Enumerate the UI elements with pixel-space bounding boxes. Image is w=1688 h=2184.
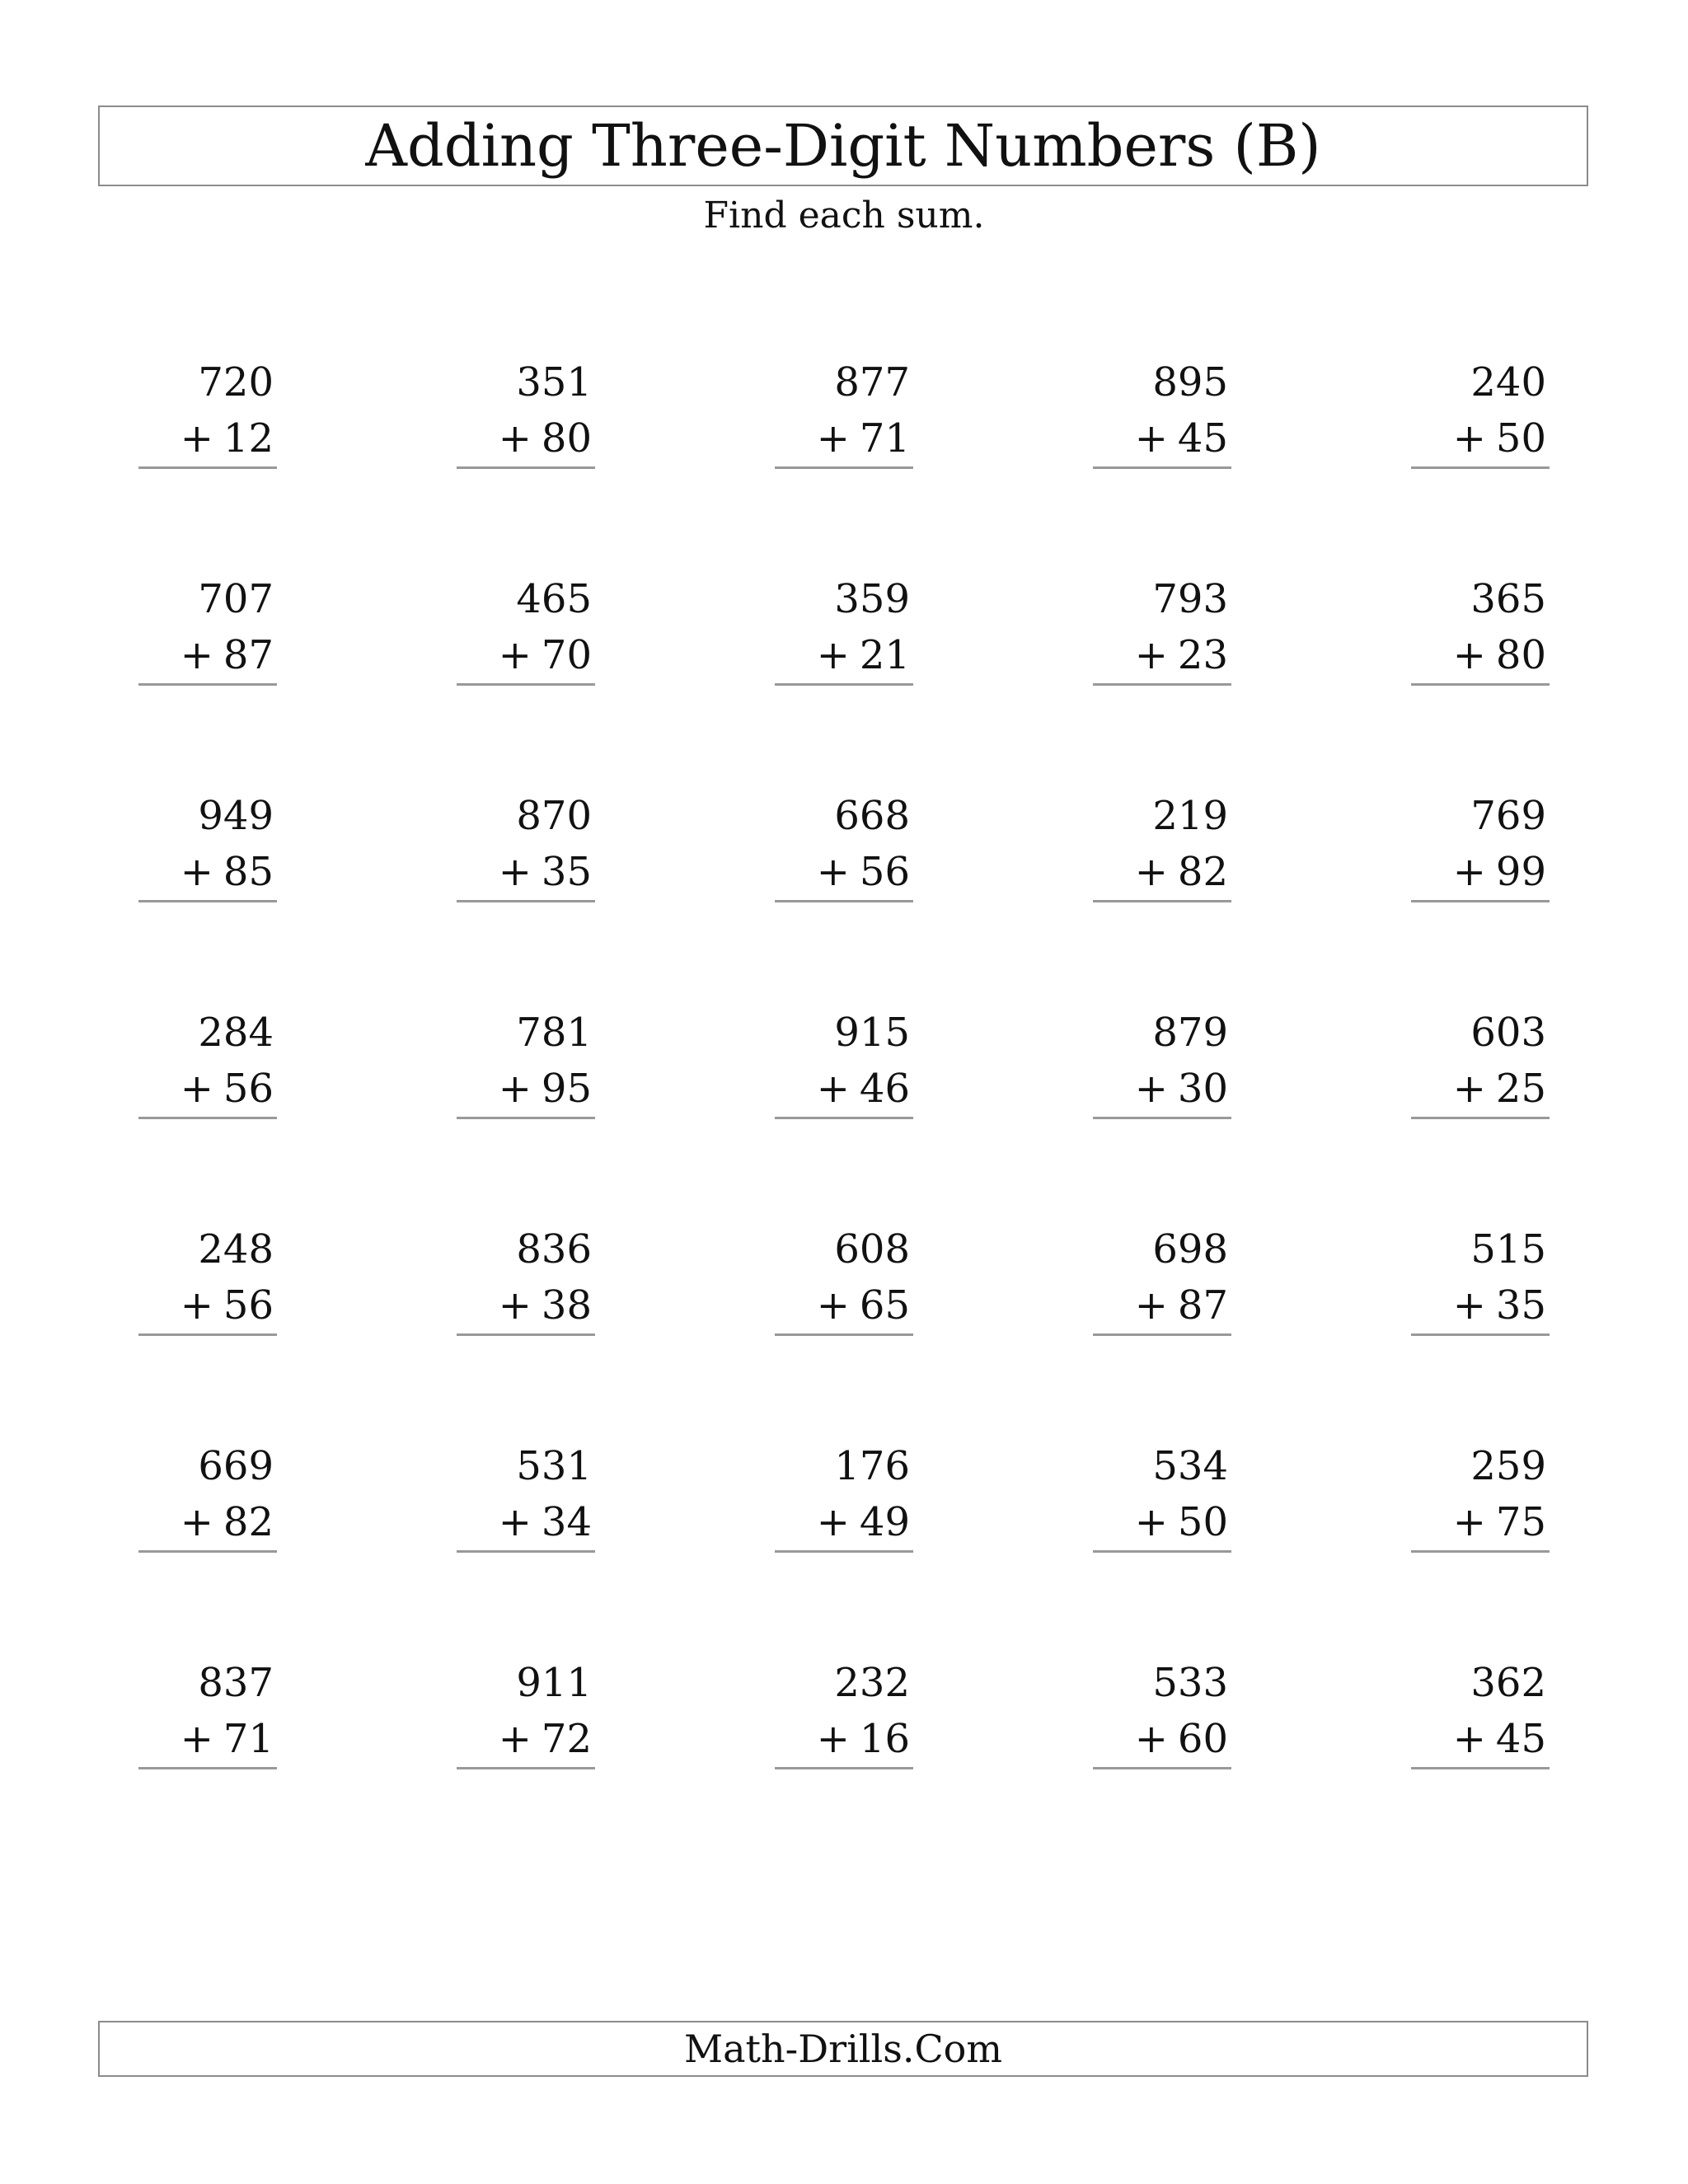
- bottom-number: 65: [859, 1282, 910, 1329]
- answer-line: [1411, 683, 1550, 686]
- plus-sign: +: [816, 415, 850, 462]
- answer-line: [457, 683, 595, 686]
- addition-problem: [775, 1221, 913, 1336]
- bottom-number: 72: [541, 1716, 592, 1762]
- addition-problem: [138, 1438, 277, 1553]
- addition-problem: [1093, 1655, 1231, 1769]
- addition-problem: [1411, 571, 1550, 686]
- bottom-number: 30: [1177, 1066, 1228, 1112]
- bottom-number: 95: [541, 1066, 592, 1112]
- addend-row: [775, 627, 913, 683]
- plus-sign: +: [1452, 1716, 1486, 1762]
- answer-line: [775, 1550, 913, 1553]
- top-number: 720: [198, 359, 274, 405]
- answer-line: [457, 1550, 595, 1553]
- addition-problem: [138, 1005, 277, 1119]
- plus-sign: +: [1452, 849, 1486, 895]
- plus-sign: +: [1134, 1499, 1168, 1545]
- plus-sign: +: [1452, 1066, 1486, 1112]
- addend-row: [138, 1277, 277, 1333]
- bottom-number: 46: [859, 1066, 910, 1112]
- addend-row: [457, 410, 595, 466]
- plus-sign: +: [816, 1716, 850, 1762]
- addend-row: [457, 627, 595, 683]
- bottom-number: 49: [859, 1499, 910, 1545]
- addition-problem: [457, 788, 595, 902]
- bottom-number: 50: [1495, 415, 1546, 462]
- addend-row: [1411, 1711, 1550, 1767]
- plus-sign: +: [816, 1066, 850, 1112]
- plus-sign: +: [816, 1282, 850, 1329]
- plus-sign: +: [498, 849, 532, 895]
- bottom-number: 35: [541, 849, 592, 895]
- top-number: 603: [1470, 1010, 1546, 1056]
- top-number: 793: [1152, 576, 1228, 622]
- answer-line: [1093, 900, 1231, 902]
- plus-sign: +: [816, 1499, 850, 1545]
- addition-problem: [1411, 1221, 1550, 1336]
- top-number: 781: [516, 1010, 592, 1056]
- plus-sign: +: [816, 632, 850, 678]
- top-number: 949: [198, 793, 274, 839]
- bottom-number: 75: [1495, 1499, 1546, 1545]
- top-number: 531: [516, 1443, 592, 1489]
- top-number: 836: [516, 1226, 592, 1272]
- answer-line: [775, 683, 913, 686]
- plus-sign: +: [1134, 1282, 1168, 1329]
- answer-line: [457, 466, 595, 469]
- top-number: 515: [1470, 1226, 1546, 1272]
- bottom-number: 60: [1177, 1716, 1228, 1762]
- bottom-number: 56: [223, 1282, 274, 1329]
- top-number: 769: [1470, 793, 1546, 839]
- answer-line: [457, 1117, 595, 1119]
- addition-problem: [1411, 788, 1550, 902]
- answer-line: [1411, 900, 1550, 902]
- top-number: 359: [834, 576, 910, 622]
- answer-line: [1093, 1550, 1231, 1553]
- problem-grid: [138, 354, 1550, 1769]
- plus-sign: +: [1452, 415, 1486, 462]
- addend-row: [1093, 1277, 1231, 1333]
- top-number: 259: [1470, 1443, 1546, 1489]
- answer-line: [775, 900, 913, 902]
- footer: [98, 2021, 1588, 2077]
- plus-sign: +: [180, 1499, 213, 1545]
- addend-row: [775, 1061, 913, 1117]
- addend-row: [1093, 410, 1231, 466]
- top-number: 533: [1152, 1660, 1228, 1706]
- plus-sign: +: [498, 1499, 532, 1545]
- addend-row: [1093, 1061, 1231, 1117]
- answer-line: [775, 1117, 913, 1119]
- addition-problem: [457, 1005, 595, 1119]
- addend-row: [457, 1711, 595, 1767]
- addend-row: [775, 1711, 913, 1767]
- bottom-number: 35: [1495, 1282, 1546, 1329]
- addend-row: [1411, 1494, 1550, 1550]
- plus-sign: +: [498, 632, 532, 678]
- plus-sign: +: [498, 1066, 532, 1112]
- addend-row: [138, 844, 277, 900]
- addend-row: [457, 1494, 595, 1550]
- addition-problem: [457, 1221, 595, 1336]
- answer-line: [457, 1333, 595, 1336]
- addend-row: [775, 1277, 913, 1333]
- top-number: 669: [198, 1443, 274, 1489]
- top-number: 707: [198, 576, 274, 622]
- top-number: 870: [516, 793, 592, 839]
- addition-problem: [1411, 1005, 1550, 1119]
- answer-line: [138, 1333, 277, 1336]
- addition-problem: [1093, 1438, 1231, 1553]
- plus-sign: +: [816, 849, 850, 895]
- top-number: 365: [1470, 576, 1546, 622]
- addend-row: [1093, 627, 1231, 683]
- addend-row: [1093, 1711, 1231, 1767]
- top-number: 837: [198, 1660, 274, 1706]
- addend-row: [457, 1061, 595, 1117]
- page-title: Adding Three-Digit Numbers (B): [365, 112, 1321, 180]
- plus-sign: +: [1134, 849, 1168, 895]
- addend-row: [775, 1494, 913, 1550]
- addition-problem: [1093, 354, 1231, 469]
- answer-line: [1411, 1550, 1550, 1553]
- addend-row: [457, 844, 595, 900]
- answer-line: [1411, 466, 1550, 469]
- bottom-number: 25: [1495, 1066, 1546, 1112]
- top-number: 895: [1152, 359, 1228, 405]
- addition-problem: [775, 788, 913, 902]
- addition-problem: [138, 354, 277, 469]
- top-number: 698: [1152, 1226, 1228, 1272]
- answer-line: [457, 900, 595, 902]
- addend-row: [775, 410, 913, 466]
- top-number: 362: [1470, 1660, 1546, 1706]
- addition-problem: [457, 354, 595, 469]
- plus-sign: +: [180, 849, 213, 895]
- addition-problem: [1093, 571, 1231, 686]
- answer-line: [457, 1767, 595, 1769]
- bottom-number: 23: [1177, 632, 1228, 678]
- addition-problem: [457, 571, 595, 686]
- plus-sign: +: [180, 1716, 213, 1762]
- title-box: [98, 105, 1588, 186]
- addition-problem: [775, 1655, 913, 1769]
- addition-problem: [775, 1438, 913, 1553]
- top-number: 668: [834, 793, 910, 839]
- plus-sign: +: [180, 1282, 213, 1329]
- addend-row: [1411, 1061, 1550, 1117]
- bottom-number: 56: [223, 1066, 274, 1112]
- top-number: 232: [834, 1660, 910, 1706]
- addition-problem: [1411, 1655, 1550, 1769]
- top-number: 608: [834, 1226, 910, 1272]
- addend-row: [1411, 410, 1550, 466]
- top-number: 176: [834, 1443, 910, 1489]
- addition-problem: [1411, 354, 1550, 469]
- bottom-number: 71: [859, 415, 910, 462]
- instructions: Find each sum.: [703, 194, 985, 237]
- plus-sign: +: [498, 1282, 532, 1329]
- bottom-number: 70: [541, 632, 592, 678]
- plus-sign: +: [1452, 632, 1486, 678]
- answer-line: [1093, 683, 1231, 686]
- bottom-number: 21: [859, 632, 910, 678]
- top-number: 534: [1152, 1443, 1228, 1489]
- bottom-number: 85: [223, 849, 274, 895]
- addition-problem: [1093, 1221, 1231, 1336]
- addend-row: [138, 1061, 277, 1117]
- plus-sign: +: [180, 632, 213, 678]
- addition-problem: [1093, 788, 1231, 902]
- addend-row: [138, 410, 277, 466]
- plus-sign: +: [1134, 1066, 1168, 1112]
- answer-line: [138, 1117, 277, 1119]
- answer-line: [1411, 1117, 1550, 1119]
- top-number: 284: [198, 1010, 274, 1056]
- addend-row: [1411, 1277, 1550, 1333]
- addition-problem: [1411, 1438, 1550, 1553]
- answer-line: [1411, 1767, 1550, 1769]
- addition-problem: [775, 1005, 913, 1119]
- answer-line: [1093, 1117, 1231, 1119]
- top-number: 248: [198, 1226, 274, 1272]
- bottom-number: 80: [1495, 632, 1546, 678]
- answer-line: [1093, 466, 1231, 469]
- plus-sign: +: [1452, 1499, 1486, 1545]
- answer-line: [138, 466, 277, 469]
- addend-row: [138, 1711, 277, 1767]
- top-number: 351: [516, 359, 592, 405]
- bottom-number: 82: [1177, 849, 1228, 895]
- addend-row: [1411, 844, 1550, 900]
- plus-sign: +: [1134, 415, 1168, 462]
- addition-problem: [457, 1438, 595, 1553]
- bottom-number: 38: [541, 1282, 592, 1329]
- bottom-number: 87: [223, 632, 274, 678]
- addition-problem: [775, 354, 913, 469]
- addition-problem: [138, 788, 277, 902]
- bottom-number: 12: [223, 415, 274, 462]
- top-number: 915: [834, 1010, 910, 1056]
- addition-problem: [775, 571, 913, 686]
- addend-row: [1411, 627, 1550, 683]
- bottom-number: 82: [223, 1499, 274, 1545]
- addend-row: [457, 1277, 595, 1333]
- answer-line: [138, 1550, 277, 1553]
- top-number: 465: [516, 576, 592, 622]
- plus-sign: +: [180, 415, 213, 462]
- footer-text: Math-Drills.Com: [684, 2027, 1002, 2071]
- answer-line: [138, 1767, 277, 1769]
- bottom-number: 45: [1495, 1716, 1546, 1762]
- top-number: 911: [516, 1660, 592, 1706]
- bottom-number: 71: [223, 1716, 274, 1762]
- bottom-number: 16: [859, 1716, 910, 1762]
- addend-row: [1093, 844, 1231, 900]
- plus-sign: +: [498, 415, 532, 462]
- plus-sign: +: [498, 1716, 532, 1762]
- answer-line: [775, 1333, 913, 1336]
- bottom-number: 50: [1177, 1499, 1228, 1545]
- top-number: 877: [834, 359, 910, 405]
- answer-line: [775, 1767, 913, 1769]
- answer-line: [775, 466, 913, 469]
- bottom-number: 56: [859, 849, 910, 895]
- answer-line: [138, 900, 277, 902]
- addend-row: [138, 1494, 277, 1550]
- addend-row: [138, 627, 277, 683]
- bottom-number: 45: [1177, 415, 1228, 462]
- top-number: 240: [1470, 359, 1546, 405]
- bottom-number: 99: [1495, 849, 1546, 895]
- bottom-number: 80: [541, 415, 592, 462]
- plus-sign: +: [1452, 1282, 1486, 1329]
- top-number: 219: [1152, 793, 1228, 839]
- addition-problem: [138, 1655, 277, 1769]
- plus-sign: +: [1134, 632, 1168, 678]
- answer-line: [1411, 1333, 1550, 1336]
- addition-problem: [138, 571, 277, 686]
- answer-line: [1093, 1333, 1231, 1336]
- plus-sign: +: [180, 1066, 213, 1112]
- addition-problem: [457, 1655, 595, 1769]
- addition-problem: [138, 1221, 277, 1336]
- top-number: 879: [1152, 1010, 1228, 1056]
- addend-row: [775, 844, 913, 900]
- addition-problem: [1093, 1005, 1231, 1119]
- bottom-number: 87: [1177, 1282, 1228, 1329]
- answer-line: [1093, 1767, 1231, 1769]
- answer-line: [138, 683, 277, 686]
- bottom-number: 34: [541, 1499, 592, 1545]
- addend-row: [1093, 1494, 1231, 1550]
- plus-sign: +: [1134, 1716, 1168, 1762]
